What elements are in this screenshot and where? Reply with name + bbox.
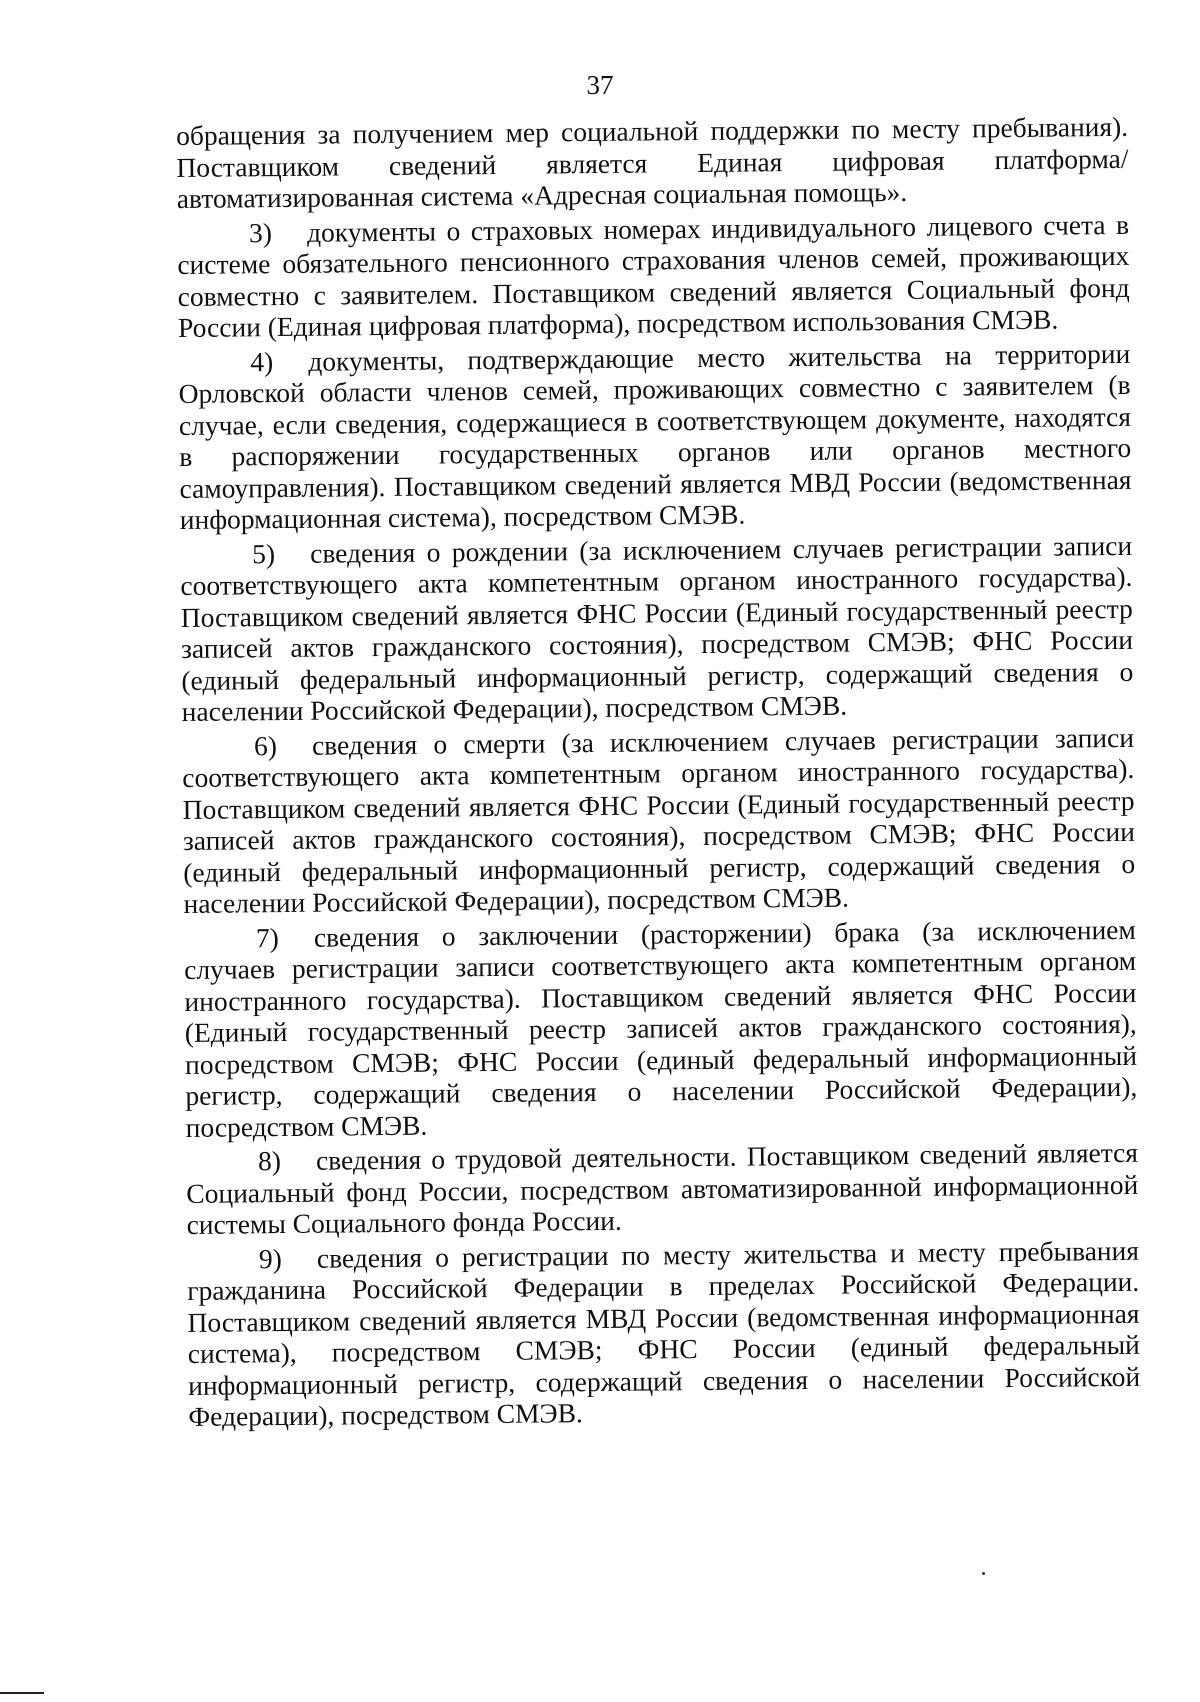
list-item-text: сведения о регистрации по месту жительства и месту пребывания гражданина Российской Федерации в пределах Российской Федерации. Поставщиком сведений является МВД России (ведомственная информационная система), посредством СМЭВ; ФНС России (единый федеральный информационный регистр, содержащий сведения о населении Российской Федерации), посредством СМЭВ. bbox=[187, 1234, 1141, 1432]
intro-paragraph: обращения за получением мер социальной поддержки по месту пребывания). Поставщиком сведений является Единая цифровая платформа/ автоматизированная система «Адресная социальная помощь». bbox=[176, 110, 1129, 214]
list-item bbox=[187, 1234, 1141, 1432]
list-item-text: сведения о заключении (расторжении) брака (за исключением случаев регистрации записи соответствующего акта компетентным органом иностранного государства). Поставщиком сведений является ФНС России (Единый государственный реестр записей актов гражданского состояния), посредством СМЭВ; ФНС России (единый федеральный информационный регистр, содержащий сведения о населении Российской Федерации), посредством СМЭВ. bbox=[184, 913, 1138, 1143]
scan-speck bbox=[982, 1572, 985, 1575]
document-body bbox=[176, 111, 1141, 1436]
list-item-number: 8) bbox=[257, 1145, 282, 1177]
list-item-text: сведения о рождении (за исключением случаев регистрации записи соответствующего акта компетентным органом иностранного государства). Поставщиком сведений является ФНС России (Единый государственный реестр записей актов гражданского состояния), посредством СМЭВ; ФНС России (единый федеральный информационный регистр, содержащий сведения о населении Российской Федерации), посредством СМЭВ. bbox=[180, 529, 1134, 727]
list-item-number: 5) bbox=[252, 537, 276, 569]
list-item bbox=[182, 721, 1136, 919]
list-item-number: 3) bbox=[248, 216, 273, 248]
list-item-text: документы, подтверждающие место жительства на территории Орловской области членов семей, проживающих совместно с заявителем (в случае, если сведения, содержащиеся в соответствующем документе, находятся в распоряжении государственных органов или органов местного самоуправления). Поставщиком сведений является МВД России (ведомственная информационная система), посредством СМЭВ. bbox=[178, 337, 1132, 535]
list-item bbox=[184, 913, 1138, 1143]
page-number: 37 bbox=[586, 70, 614, 100]
list-item bbox=[180, 529, 1134, 727]
list-item-number: 9) bbox=[258, 1242, 282, 1274]
list-item-text: сведения о смерти (за исключением случаев регистрации записи соответствующего акта компетентным органом иностранного государства). Поставщиком сведений является ФНС России (Единый государственный реестр записей актов гражданского состояния), посредством СМЭВ; ФНС России (единый федеральный информационный регистр, содержащий сведения о населении Российской Федерации), посредством СМЭВ. bbox=[182, 721, 1136, 919]
list-item-number: 4) bbox=[250, 345, 274, 377]
list-item bbox=[177, 208, 1130, 343]
list-item bbox=[178, 337, 1132, 535]
list-item-text: сведения о трудовой деятельности. Поставщиком сведений является Социальный фонд России, посредством автоматизированной информационной системы Социального фонда России. bbox=[186, 1136, 1139, 1240]
list-item-text: документы о страховых номерах индивидуального лицевого счета в системе обязательного пенсионного страхования членов семей, проживающих совместно с заявителем. Поставщиком сведений является Социальный фонд России (Единая цифровая платформа), посредством использования СМЭВ. bbox=[177, 208, 1130, 343]
list-item-number: 6) bbox=[253, 729, 278, 761]
scan-edge-mark bbox=[0, 1692, 44, 1694]
list-item bbox=[186, 1137, 1139, 1241]
list-item-number: 7) bbox=[255, 921, 279, 953]
